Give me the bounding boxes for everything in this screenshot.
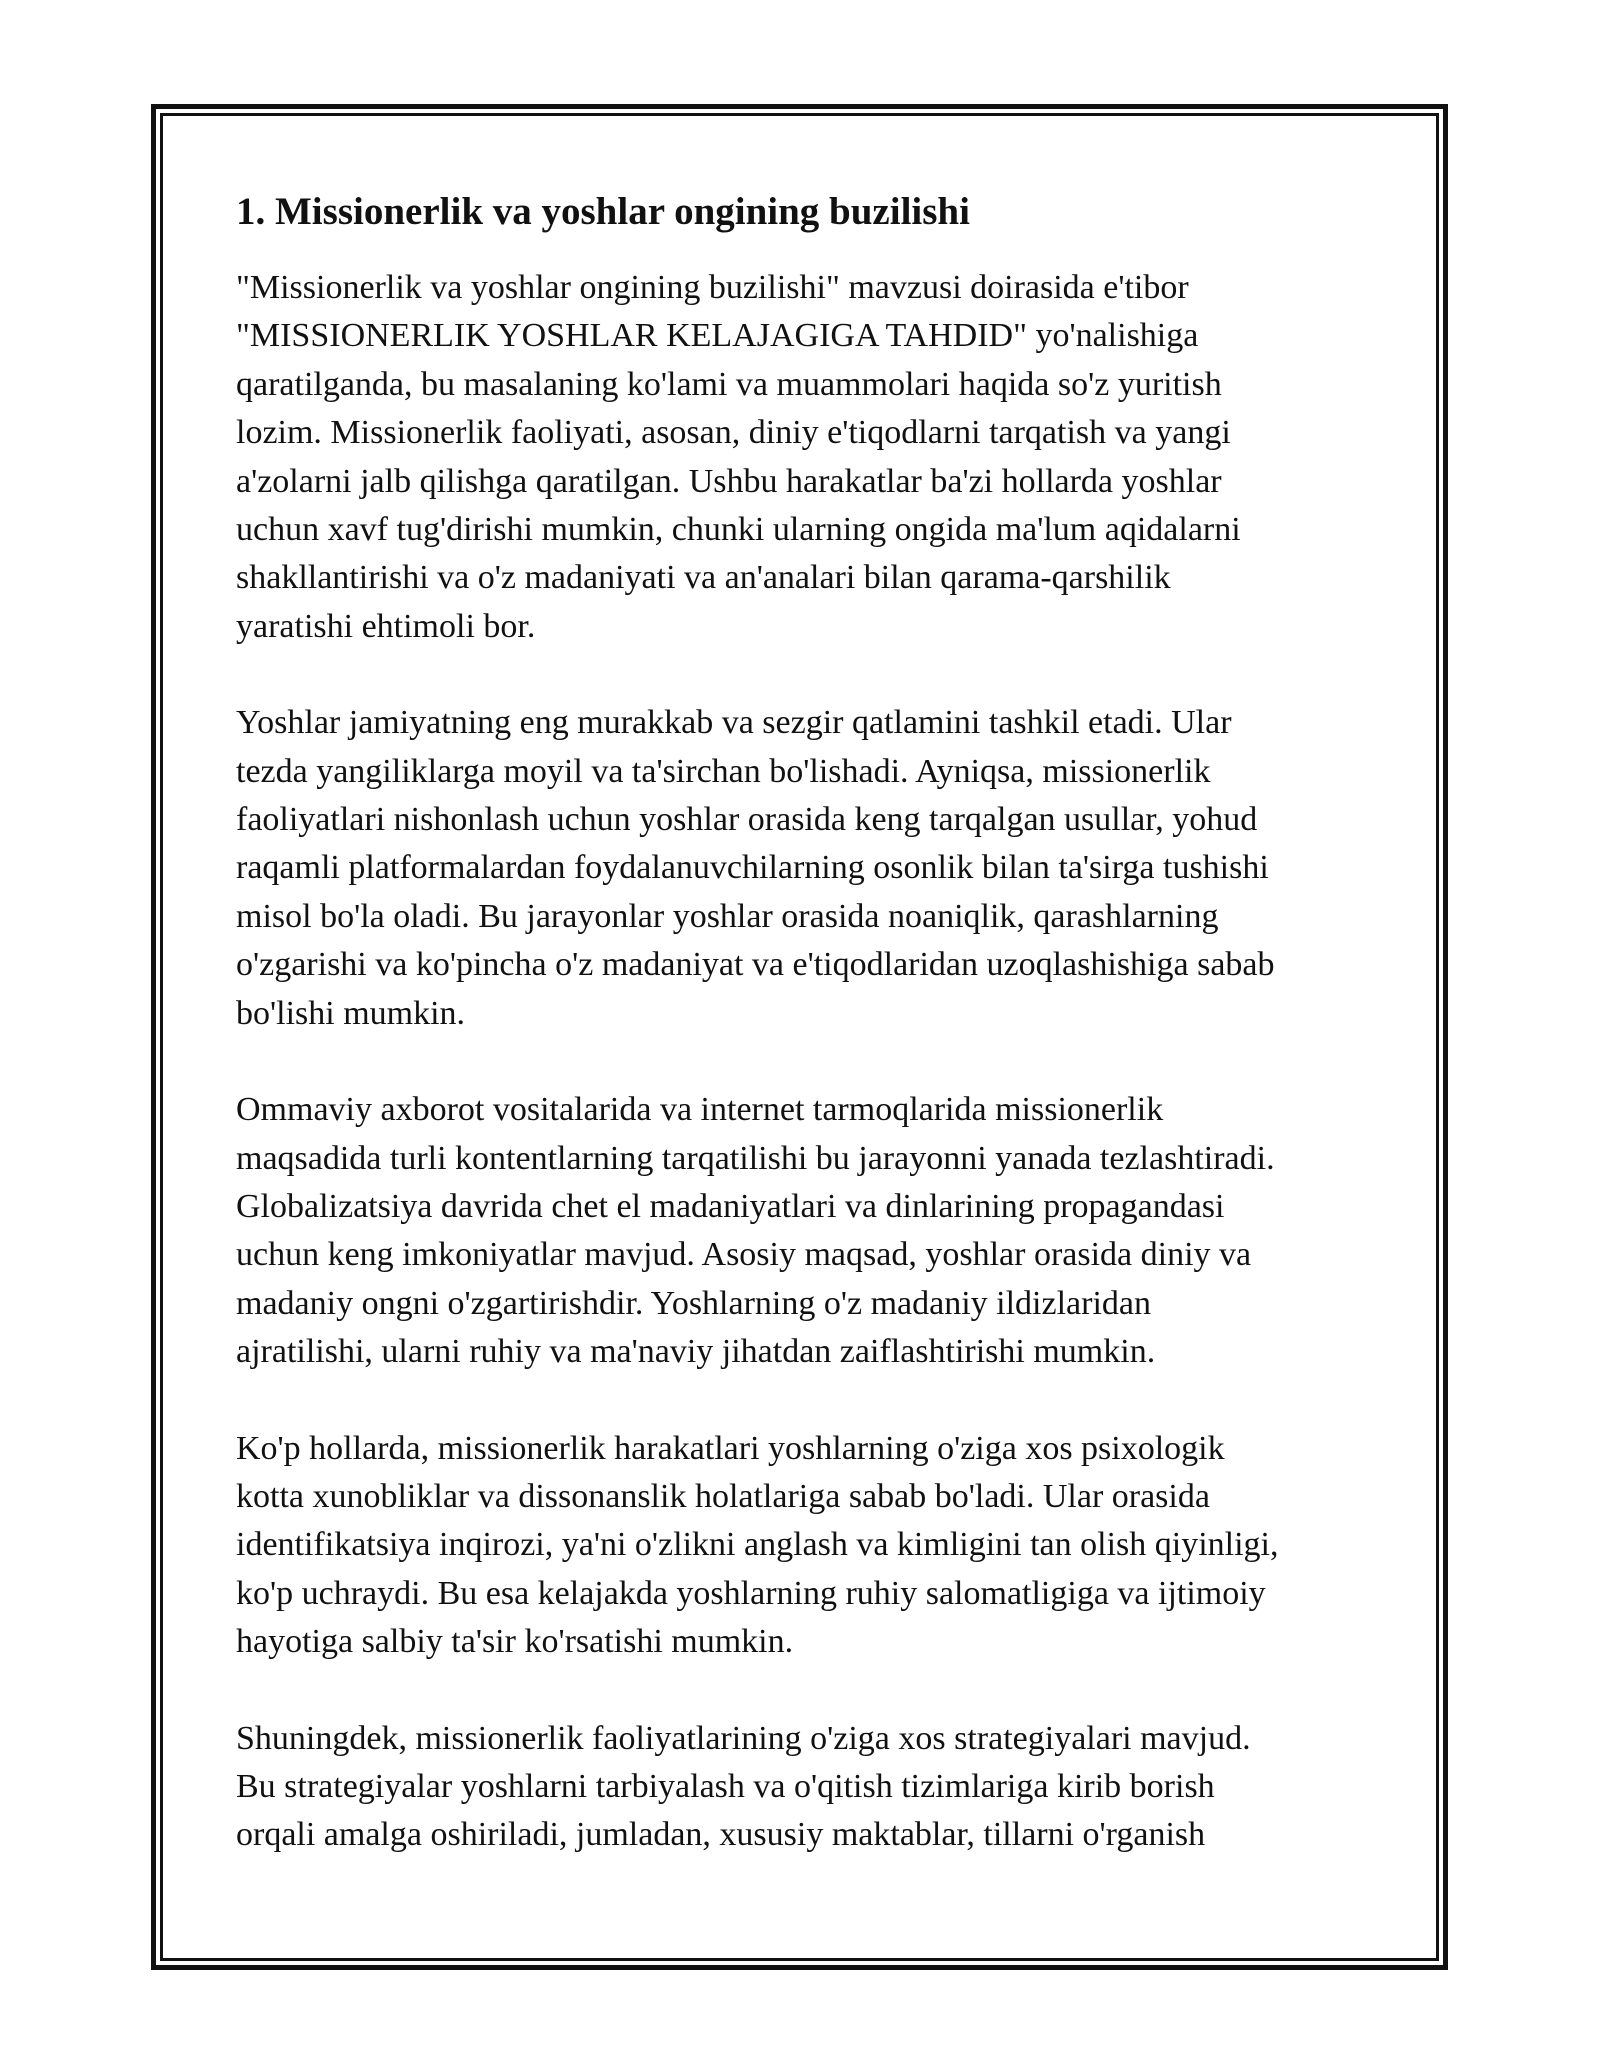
text-line: qaratilganda, bu masalaning ko'lami va muammolari haqida so'z yuritish	[236, 365, 1222, 403]
text-line: Yoshlar jamiyatning eng murakkab va sezgir qatlamini tashkil etadi. Ular	[236, 704, 1232, 742]
text-line: Globalizatsiya davrida chet el madaniyatlari va dinlarining propagandasi	[236, 1187, 1225, 1225]
text-line: madaniy ongni o'zgartirishdir. Yoshlarning o'z madaniy ildizlaridan	[236, 1284, 1151, 1322]
text-line: tezda yangiliklarga moyil va ta'sirchan bo'lishadi. Ayniqsa, missionerlik	[236, 752, 1211, 790]
text-line: Ko'p hollarda, missionerlik harakatlari yoshlarning o'ziga xos psixologik	[236, 1429, 1225, 1467]
text-line: Ommaviy axborot vositalarida va internet tarmoqlarida missionerlik	[236, 1091, 1164, 1129]
text-line: "Missionerlik va yoshlar ongining buzilishi" mavzusi doirasida e'tibor	[236, 269, 1189, 306]
text-line: ko'p uchraydi. Bu esa kelajakda yoshlarning ruhiy salomatligiga va ijtimoiy	[236, 1574, 1266, 1612]
text-line: shakllantirishi va o'z madaniyati va an'analari bilan qarama-qarshilik	[236, 559, 1171, 597]
text-line: Bu strategiyalar yoshlarni tarbiyalash va o'qitish tizimlariga kirib borish	[236, 1767, 1215, 1805]
document-body	[236, 186, 1376, 1908]
text-line: yaratishi ehtimoli bor.	[236, 607, 536, 645]
paragraph	[236, 1086, 1376, 1376]
text-line: kotta xunobliklar va dissonanslik holatlariga sabab bo'ladi. Ular orasida	[236, 1477, 1210, 1515]
text-line: orqali amalga oshiriladi, jumladan, xususiy maktablar, tillarni o'rganish	[236, 1816, 1206, 1854]
text-line: bo'lishi mumkin.	[236, 994, 466, 1032]
text-line: faoliyatlari nishonlash uchun yoshlar orasida keng tarqalgan usullar, yohud	[236, 801, 1258, 839]
text-line: raqamli platformalardan foydalanuvchilarning osonlik bilan ta'sirga tushishi	[236, 849, 1269, 887]
text-line: o'zgarishi va ko'pincha o'z madaniyat va e'tiqodlaridan uzoqlashishiga sabab	[236, 946, 1275, 984]
section-heading: 1. Missionerlik va yoshlar ongining buzilishi	[236, 190, 970, 233]
text-line: hayotiga salbiy ta'sir ko'rsatishi mumkin.	[236, 1623, 794, 1661]
paragraph	[236, 1425, 1376, 1667]
text-line: misol bo'la oladi. Bu jarayonlar yoshlar orasida noaniqlik, qarashlarning	[236, 897, 1219, 935]
paragraph	[236, 264, 1376, 651]
text-line: a'zolarni jalb qilishga qaratilgan. Ushbu harakatlar ba'zi hollarda yoshlar	[236, 462, 1222, 500]
text-line: uchun xavf tug'dirishi mumkin, chunki ularning ongida ma'lum aqidalarni	[236, 511, 1241, 549]
text-line: Shuningdek, missionerlik faoliyatlarining o'ziga xos strategiyalari mavjud.	[236, 1719, 1251, 1757]
text-line: "MISSIONERLIK YOSHLAR KELAJAGIGA TAHDID" yo'nalishiga	[236, 317, 1199, 355]
text-line: lozim. Missionerlik faoliyati, asosan, diniy e'tiqodlarni tarqatish va yangi	[236, 414, 1231, 452]
paragraph	[236, 1715, 1376, 1860]
paragraph	[236, 699, 1376, 1038]
text-line: identifikatsiya inqirozi, ya'ni o'zlikni anglash va kimligini tan olish qiyinligi,	[236, 1526, 1279, 1564]
text-line: uchun keng imkoniyatlar mavjud. Asosiy maqsad, yoshlar orasida diniy va	[236, 1236, 1252, 1274]
text-line: maqsadida turli kontentlarning tarqatilishi bu jarayonni yanada tezlashtiradi.	[236, 1139, 1275, 1177]
text-line: ajratilishi, ularni ruhiy va ma'naviy jihatdan zaiflashtirishi mumkin.	[236, 1333, 1156, 1371]
